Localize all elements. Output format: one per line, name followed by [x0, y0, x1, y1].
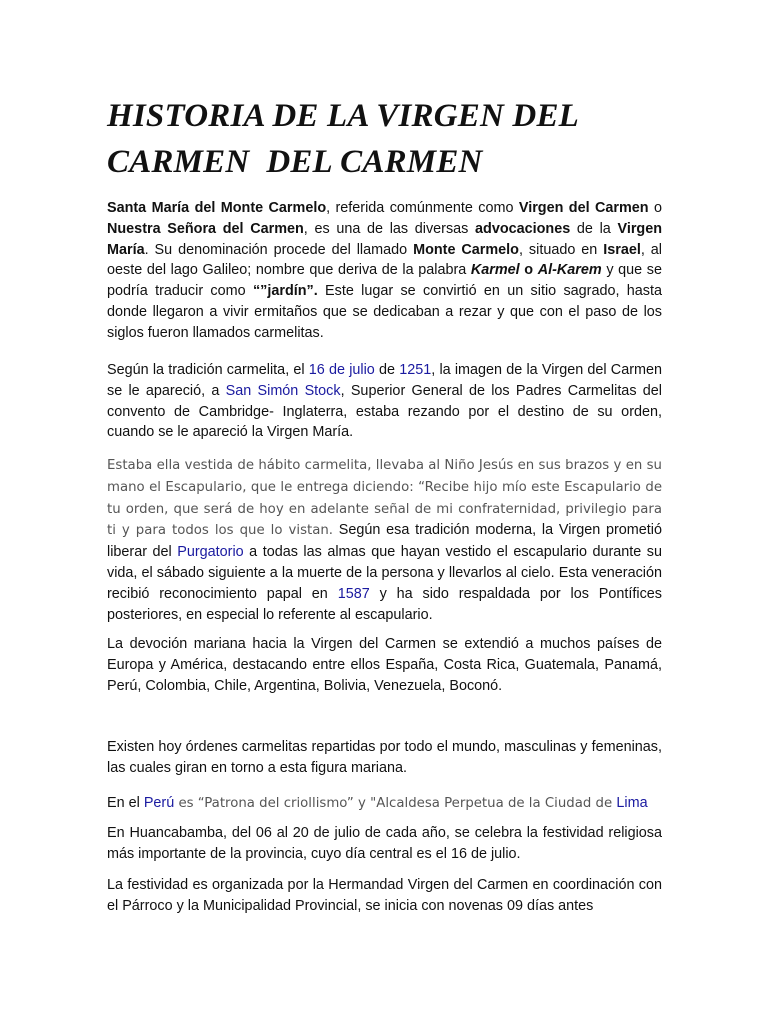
title-line-1: HISTORIA DE LA VIRGEN DEL — [107, 98, 580, 134]
paragraph-escapulario — [107, 455, 662, 625]
text: Este lugar se convirtió en un sitio sagrado, hasta donde llegaron a vivir ermitaños que se dedicaban a rezar y que con el paso de los siglos fueron llamados carmelitas. — [107, 283, 662, 341]
text: Según la tradición carmelita, el — [107, 362, 309, 378]
title-line-2: CARMEN DEL CARMEN — [107, 144, 483, 180]
text: de la — [570, 220, 618, 237]
bold-text: Nuestra Señora del Carmen — [107, 220, 304, 237]
paragraph-intro — [107, 198, 662, 344]
text: , es una de las diversas — [303, 220, 476, 237]
bold-text: “”jardín”. — [252, 283, 318, 300]
link-san-simon-stock[interactable]: San Simón Stock — [225, 382, 341, 399]
link-1587[interactable]: 1587 — [337, 585, 370, 602]
bold-italic-text: Karmel — [470, 262, 520, 279]
paragraph-huancabamba: En Huancabamba, del 06 al 20 de julio de cada año, se celebra la festividad religiosa más importante de la provincia, cuyo día central es el 16 de julio. — [107, 825, 662, 862]
text: y que se podría traducir como — [107, 262, 662, 300]
link-purgatorio[interactable]: Purgatorio — [177, 544, 244, 561]
text: , referida comúnmente como — [326, 200, 519, 216]
link-lima[interactable]: Lima — [616, 795, 648, 811]
paragraph-devocion: La devoción mariana hacia la Virgen del Carmen se extendió a muchos países de Europa y América, destacando entre ellos España, Costa Rica, Guatemala, Panamá, Perú, Colombia, Chile, Argentina, Bolivia, Venezuela, Boconó. — [107, 636, 662, 694]
bold-text: Monte Carmelo — [413, 241, 519, 258]
text: Según esa tradición moderna, la Virgen prometió liberar del — [107, 522, 662, 561]
paragraph-festividad: La festividad es organizada por la Hermandad Virgen del Carmen en coordinación con el Párroco y la Municipalidad Provincial, se inicia con novenas 09 días antes — [107, 877, 662, 914]
bold-text: Santa María del Monte Carmelo — [107, 200, 327, 216]
bold-text: Israel — [603, 241, 641, 258]
paragraph-tradition — [107, 360, 662, 443]
text: , situado en — [518, 241, 604, 258]
bold-text: advocaciones — [475, 220, 571, 237]
bold-text: o — [519, 262, 538, 279]
text: En el — [107, 795, 144, 811]
text: y ha sido respaldada por los Pontífices posteriores, en especial lo referente al escapulario. — [107, 585, 662, 623]
paragraph-ordenes: Existen hoy órdenes carmelitas repartidas por todo el mundo, masculinas y femeninas, las cuales giran en torno a esta figura mariana. — [107, 739, 662, 776]
text: , al oeste del lago Galileo; nombre que deriva de la palabra — [107, 241, 662, 279]
link-1251[interactable]: 1251 — [399, 362, 432, 378]
bold-text: Virgen del Carmen — [518, 200, 649, 216]
link-16-de-julio[interactable]: 16 de julio — [308, 362, 375, 378]
paragraph-peru — [107, 793, 662, 815]
page-title — [107, 93, 707, 185]
link-peru[interactable]: Perú — [143, 795, 175, 811]
text: , Superior General de los Padres Carmelitas del convento de Cambridge- Inglaterra, estaba rezando por el destino de su orden, cuando se le apareció la Virgen María. — [107, 382, 662, 441]
bold-italic-text: Al-Karem — [537, 262, 602, 279]
text: a todas las almas que hayan vestido el escapulario durante su vida, el sábado siguiente a la muerte de la persona y llevarlos al cielo. Esta veneración recibió reconocimiento papal en — [107, 544, 662, 602]
gray-text: Estaba ella vestida de hábito carmelita, llevaba al Niño Jesús en sus brazos y en su mano el Escapulario, que le entrega diciendo: “Recibe hijo mío este Escapulario de tu orden, que será de hoy en adelante señal de mi confraternidad, privilegio para ti y para todos los que lo vistan. — [107, 458, 662, 539]
gray-text: es “Patrona del criollismo” y "Alcaldesa Perpetua de la Ciudad de — [174, 796, 617, 811]
text: o — [648, 200, 662, 216]
text: , la imagen de la Virgen del Carmen se le apareció, a — [107, 362, 662, 399]
text: . Su denominación procede del llamado — [144, 241, 414, 258]
bold-text: Virgen María — [107, 220, 663, 258]
text: de — [374, 362, 400, 378]
